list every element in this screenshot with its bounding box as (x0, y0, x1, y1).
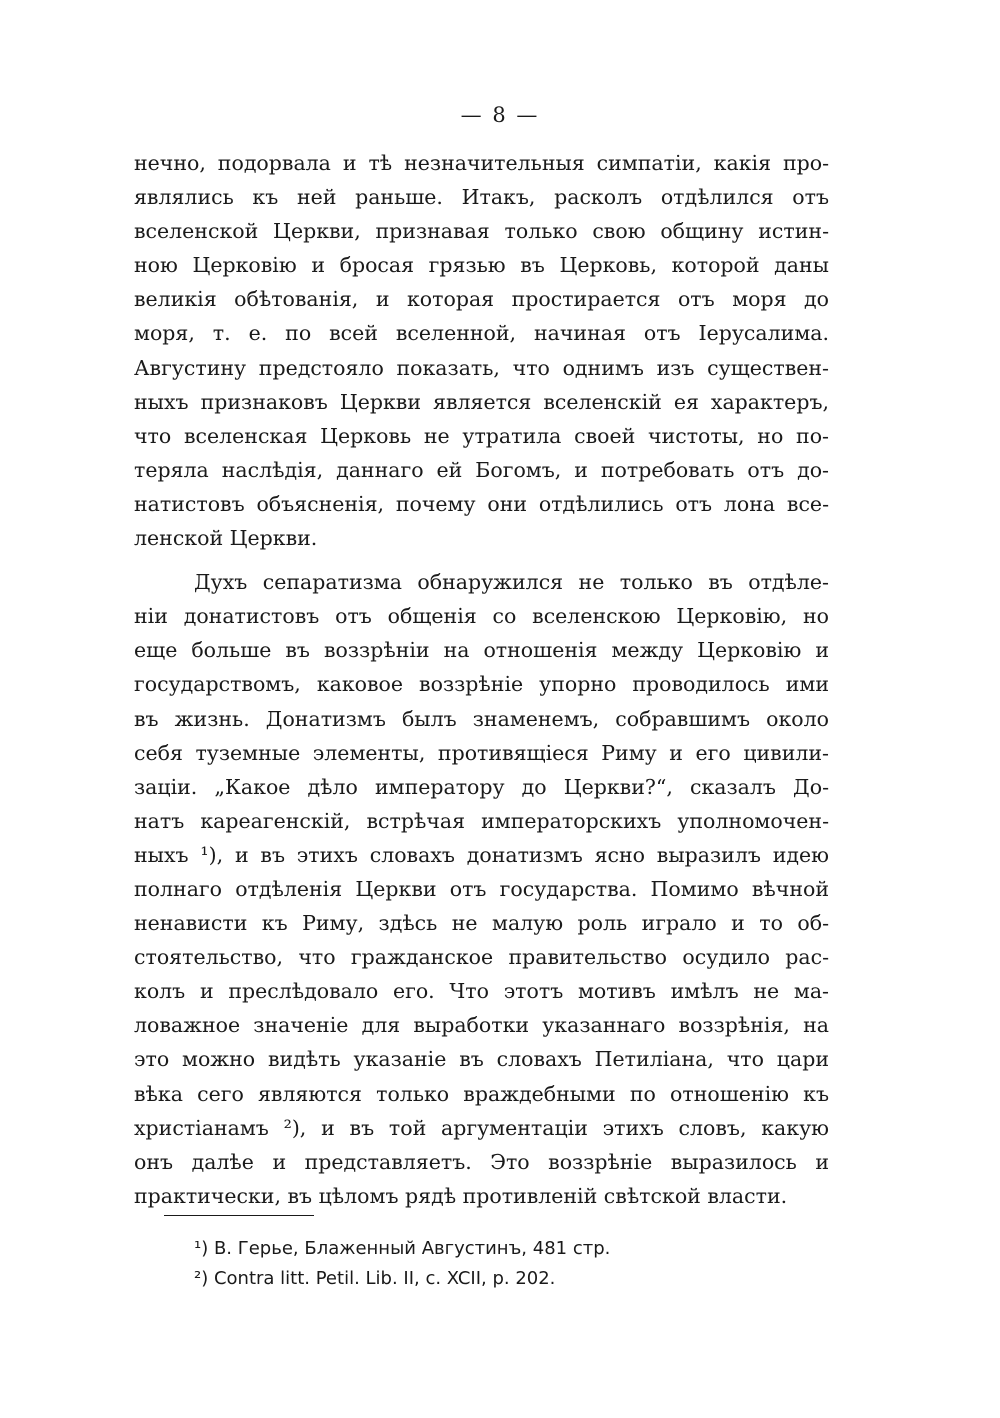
text-line: натъ кареагенскій, встрѣчая императорскихъ уполномочен- (134, 808, 829, 833)
text-line: ною Церковію и бросая грязью въ Церковь, которой даны (134, 253, 829, 278)
text-line: ловажное значеніе для выработки указаннаго воззрѣнія, на (134, 1013, 829, 1038)
text-line: практически, въ цѣломъ рядѣ противленій свѣтской власти. (134, 1183, 788, 1208)
text-line: ніи донатистовъ отъ общенія со вселенскою Церковію, но (134, 604, 829, 629)
text-line: вѣка сего являются только враждебными по отношенію къ (134, 1081, 829, 1106)
text-line: ныхъ ¹), и въ этихъ словахъ донатизмъ ясно выразилъ идею (134, 842, 829, 867)
text-line: вселенской Церкви, признавая только свою общину истин- (134, 219, 829, 244)
text-line: что вселенская Церковь не утратила своей чистоты, но по- (134, 423, 829, 448)
text-line: христіанамъ ²), и въ той аргументаціи этихъ словъ, какую (134, 1115, 829, 1140)
text-line: ленской Церкви. (134, 526, 318, 551)
text-line: ненависти къ Риму, здѣсь не малую роль играло и то об- (134, 911, 829, 936)
footnote-2: ²) Contra litt. Petil. Lib. II, c. XCII, p. 202. (194, 1268, 556, 1289)
text-line: стоятельство, что гражданское правительство осудило рас- (134, 945, 829, 970)
footnotes (194, 1234, 814, 1294)
text-line: Духъ сепаратизма обнаружился не только въ отдѣле- (194, 570, 829, 595)
text-line: великія обѣтованія, и которая простирается отъ моря до (134, 287, 829, 312)
page-number: — 8 — (460, 103, 540, 127)
text-line: Августину предстояло показать, что однимъ изъ существен- (134, 355, 829, 380)
text-line: являлись къ ней раньше. Итакъ, расколъ отдѣлился отъ (134, 185, 829, 210)
text-line: полнаго отдѣленія Церкви отъ государства. Помимо вѣчной (134, 876, 829, 901)
text-line: себя туземные элементы, противящіеся Риму и его цивили- (134, 740, 829, 765)
text-line: нечно, подорвала и тѣ незначительныя симпатіи, какія про- (134, 151, 829, 175)
paragraph-gap (134, 555, 829, 565)
text-line: ныхъ признаковъ Церкви является вселенскій ея характеръ, (134, 389, 829, 414)
footnote-separator (164, 1215, 314, 1216)
text-line: натистовъ объясненія, почему они отдѣлились отъ лона все- (134, 491, 829, 516)
text-line: государствомъ, каковое воззрѣніе упорно проводилось ими (134, 672, 829, 697)
text-line: въ жизнь. Донатизмъ былъ знаменемъ, собравшимъ около (134, 706, 829, 731)
text-line: еще больше въ воззрѣніи на отношенія между Церковію и (134, 638, 829, 663)
body-text (134, 146, 829, 1213)
text-line: теряла наслѣдія, даннаго ей Богомъ, и потребовать отъ до- (134, 457, 829, 482)
text-line: онъ далѣе и представляетъ. Это воззрѣніе выразилось и (134, 1149, 829, 1174)
text-line: колъ и преслѣдовало его. Что этотъ мотивъ имѣлъ не ма- (134, 979, 829, 1004)
text-line: заціи. „Какое дѣло императору до Церкви?“, сказалъ До- (134, 774, 829, 799)
text-line: моря, т. е. по всей вселенной, начиная отъ Іерусалима. (134, 321, 829, 346)
text-line: это можно видѣть указаніе въ словахъ Петиліана, что цари (134, 1047, 829, 1072)
footnote-1: ¹) В. Герье, Блаженный Августинъ, 481 стр. (194, 1238, 611, 1259)
